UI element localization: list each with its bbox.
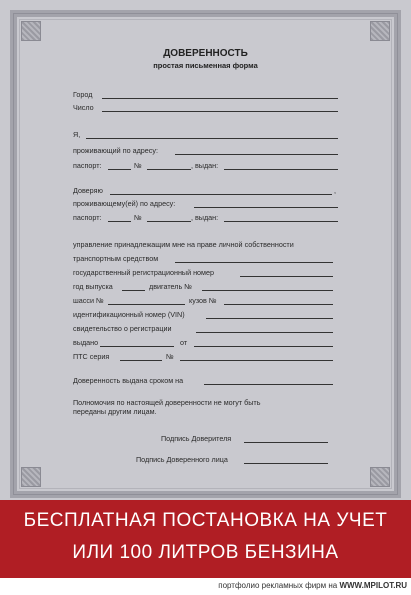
powers-line1: Полномочия по настоящей доверенности не могут быть [73, 398, 261, 407]
city-label: Город [73, 90, 93, 99]
passport1-no-label: № [134, 161, 142, 170]
banner-line-1: БЕСПЛАТНАЯ ПОСТАНОВКА НА УЧЕТ [23, 510, 388, 531]
engine-field[interactable] [202, 290, 333, 291]
issued-field[interactable] [100, 346, 174, 347]
city-field[interactable] [102, 98, 338, 99]
passport1-number-field[interactable] [147, 169, 191, 170]
term-label: Доверенность выдана сроком на [73, 376, 184, 385]
principal-label: Я, [73, 130, 81, 139]
passport2-series-field[interactable] [108, 221, 131, 222]
passport1-label: паспорт: [73, 161, 102, 170]
principal-address-field[interactable] [175, 154, 338, 155]
document-subtitle: простая письменная форма [153, 61, 258, 70]
principal-address-label: проживающий по адресу: [73, 146, 158, 155]
corner-ornament [370, 21, 390, 41]
powers-line2: переданы другим лицам. [73, 407, 157, 416]
passport2-issued-field[interactable] [224, 221, 338, 222]
document-title: ДОВЕРЕННОСТЬ [163, 48, 248, 59]
trust-label: Доверяю [73, 186, 103, 195]
principal-signature-field[interactable] [244, 442, 328, 443]
corner-ornament [21, 467, 41, 487]
passport2-label: паспорт: [73, 213, 102, 222]
footer-site-link[interactable]: WWW.MPILOT.RU [339, 581, 407, 590]
ornamental-frame [10, 10, 401, 498]
from-field[interactable] [194, 346, 333, 347]
pts-number-field[interactable] [180, 360, 333, 361]
vin-label: идентификационный номер (VIN) [73, 310, 185, 319]
passport2-no-label: № [134, 213, 142, 222]
manage-text: управление принадлежащим мне на праве личной собственности [73, 240, 294, 249]
year-label: год выпуска [73, 282, 113, 291]
date-field[interactable] [102, 111, 338, 112]
corner-ornament [21, 21, 41, 41]
passport2-issued-label: , выдан: [191, 213, 219, 222]
agent-address-label: проживающему(ей) по адресу: [73, 199, 176, 208]
reg-cert-label: свидетельство о регистрации [73, 324, 172, 333]
chassis-field[interactable] [108, 304, 185, 305]
passport1-series-field[interactable] [108, 169, 131, 170]
chassis-label: шасси № [73, 296, 104, 305]
vin-field[interactable] [206, 318, 333, 319]
body-field[interactable] [224, 304, 333, 305]
pts-series-field[interactable] [120, 360, 162, 361]
term-field[interactable] [204, 384, 333, 385]
corner-ornament [370, 467, 390, 487]
footer-prefix: портфолио рекламных фирм на [218, 581, 338, 590]
footer-credit [218, 581, 407, 590]
passport1-issued-field[interactable] [224, 169, 338, 170]
reg-cert-field[interactable] [196, 332, 333, 333]
reg-number-label: государственный регистрационный номер [73, 268, 214, 277]
vehicle-label: транспортным средством [73, 254, 159, 263]
vehicle-field[interactable] [175, 262, 333, 263]
body-label: кузов № [189, 296, 217, 305]
agent-address-field[interactable] [194, 207, 338, 208]
from-label: от [180, 338, 188, 347]
passport1-issued-label: , выдан: [191, 161, 219, 170]
agent-signature-field[interactable] [244, 463, 328, 464]
principal-signature-label: Подпись Доверителя [161, 434, 232, 443]
engine-label: двигатель № [149, 282, 192, 291]
reg-number-field[interactable] [240, 276, 333, 277]
banner-line-2: ИЛИ 100 ЛИТРОВ БЕНЗИНА [72, 542, 339, 563]
issued-label: выдано [73, 338, 99, 347]
passport2-number-field[interactable] [147, 221, 191, 222]
agent-signature-label: Подпись Доверенного лица [136, 455, 228, 464]
trust-comma: , [334, 186, 336, 195]
principal-name-field[interactable] [86, 138, 338, 139]
year-field[interactable] [122, 290, 145, 291]
promo-banner [0, 500, 411, 578]
pts-label: ПТС серия [73, 352, 110, 361]
date-label: Число [73, 103, 94, 112]
pts-no-label: № [166, 352, 174, 361]
agent-name-field[interactable] [110, 194, 332, 195]
